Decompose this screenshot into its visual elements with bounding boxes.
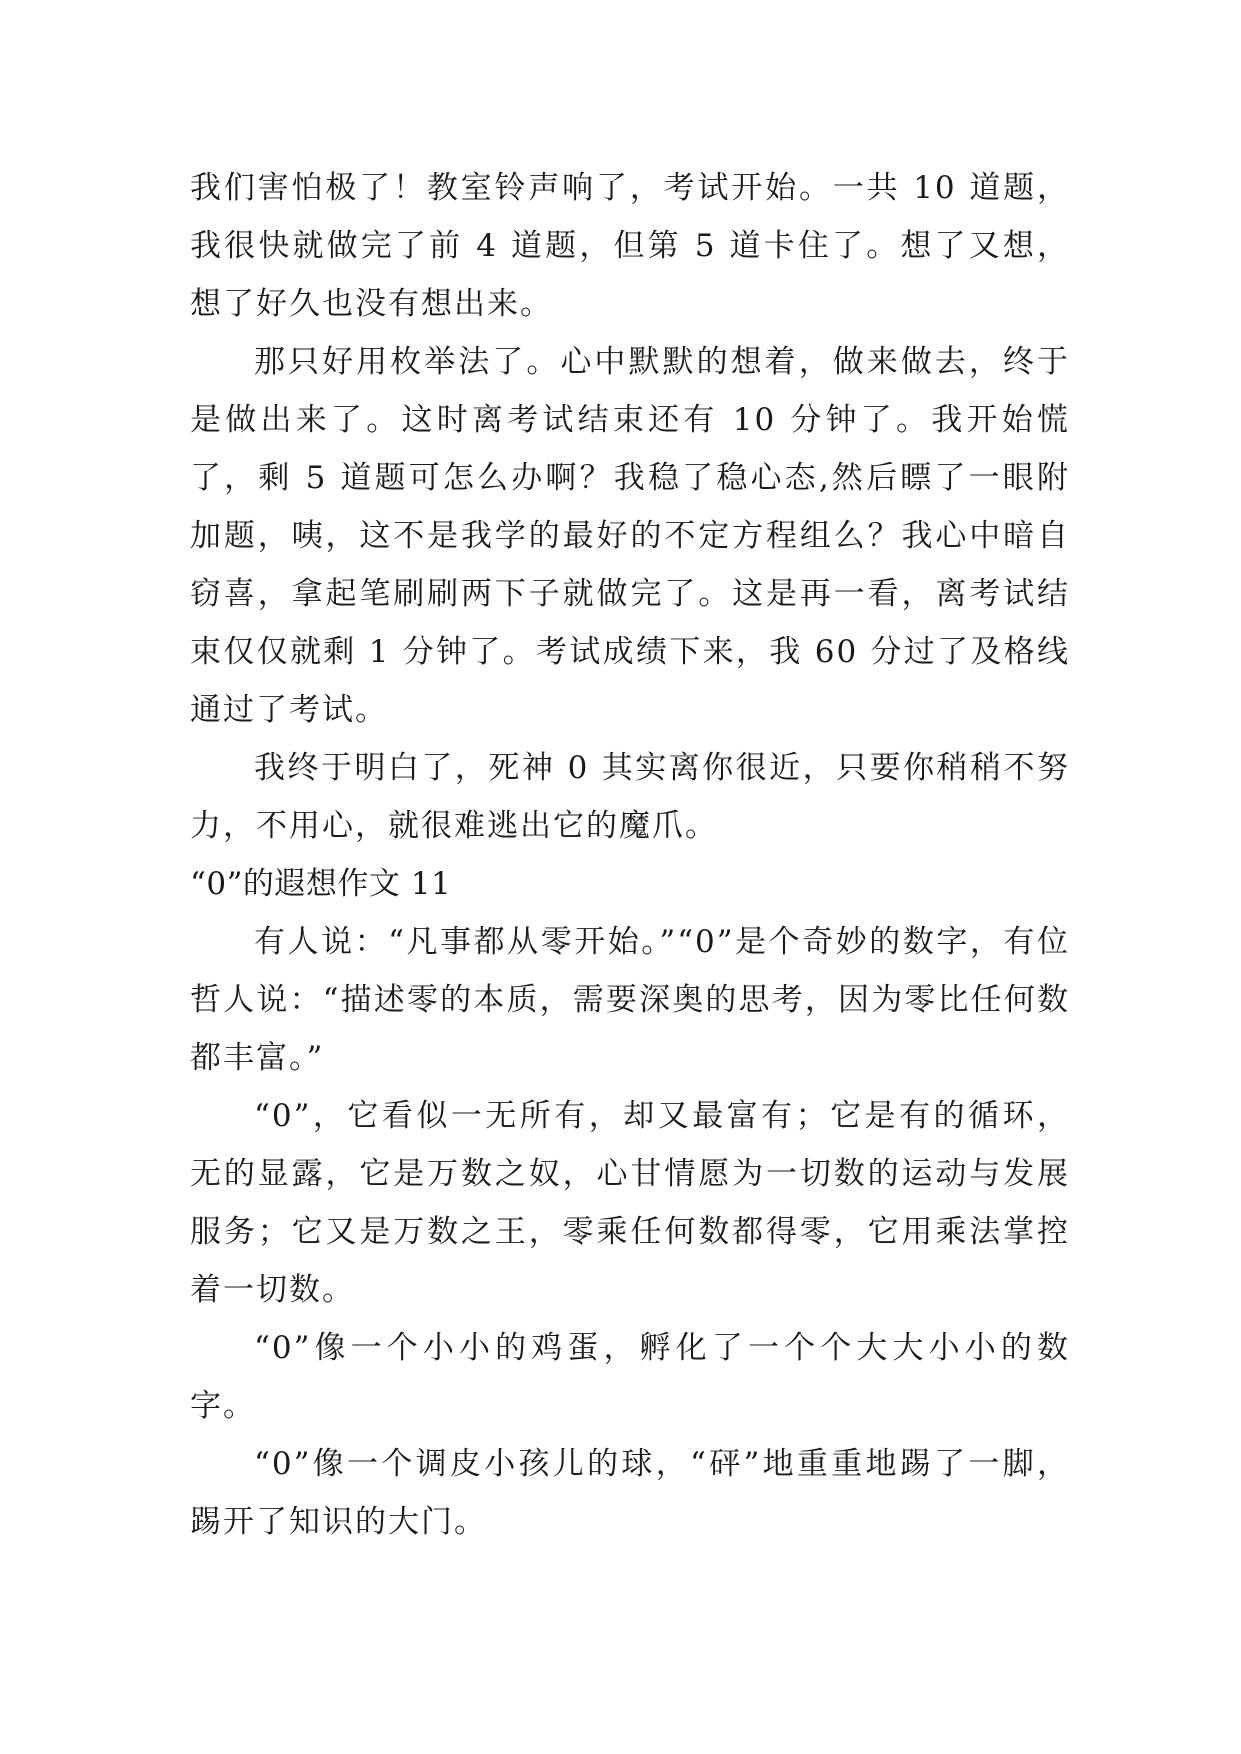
section-heading: “0”的遐想作文 11 xyxy=(190,866,452,902)
paragraph-7: “0”像一个调皮小孩儿的球，“砰”地重重地踢了一脚，踢开了知识的大门。 xyxy=(190,1446,1070,1540)
paragraph-5: “0”，它看似一无所有，却又最富有；它是有的循环，无的显露，它是万数之奴，心甘情愿为一切数的运动与发展服务；它又是万数之王，零乘任何数都得零，它用乘法掌控着一切数。 xyxy=(190,1098,1070,1308)
paragraph-2: 那只好用枚举法了。心中默默的想着，做来做去，终于是做出来了。这时离考试结束还有 10 分钟了。我开始慌了，剩 5 道题可怎么办啊？我稳了稳心态,然后瞟了一眼附加题，咦，这不是我学的最好的不定方程组么？我心中暗自窃喜，拿起笔刷刷两下子就做完了。这是再一看，离考试结束仅仅就剩 1 分钟了。考试成绩下来，我 60 分过了及格线通过了考试。 xyxy=(190,344,1070,728)
paragraph-4: 有人说：“凡事都从零开始。”“0”是个奇妙的数字，有位哲人说：“描述零的本质，需要深奥的思考，因为零比任何数都丰富。” xyxy=(190,924,1070,1076)
paragraph-1: 我们害怕极了！教室铃声响了，考试开始。一共 10 道题，我很快就做完了前 4 道题，但第 5 道卡住了。想了又想，想了好久也没有想出来。 xyxy=(190,170,1070,322)
paragraph-3: 我终于明白了，死神 0 其实离你很近，只要你稍稍不努力，不用心，就很难逃出它的魔爪。 xyxy=(190,750,1070,844)
paragraph-6: “0”像一个小小的鸡蛋，孵化了一个个大大小小的数字。 xyxy=(190,1330,1070,1424)
document-body xyxy=(190,159,1070,1551)
